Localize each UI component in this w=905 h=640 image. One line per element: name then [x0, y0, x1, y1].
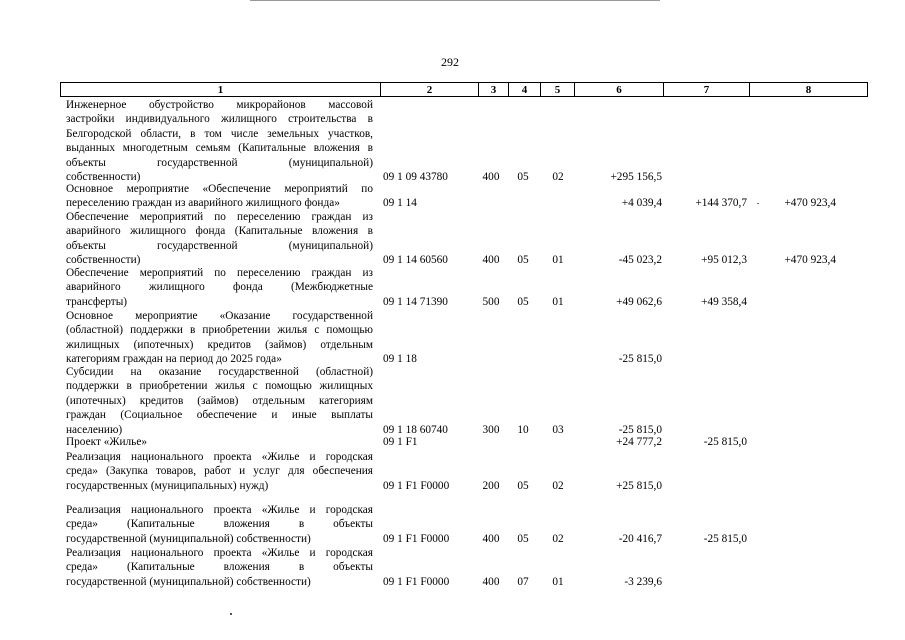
- description-line: (областной) поддержки в приобретении жилья с помощью: [66, 324, 373, 337]
- expense-type: 400: [482, 171, 500, 183]
- amount-col-7: -25 815,0: [703, 532, 747, 545]
- header-col-1: 1: [61, 83, 381, 96]
- section: 10: [517, 423, 529, 436]
- description-line: объекты государственной (муниципальной): [66, 239, 373, 252]
- description-line: трансферты): [66, 295, 128, 308]
- budget-code: 09 1 14 71390: [383, 295, 448, 308]
- description-line: среда» (Закупка товаров, работ и услуг для обеспечения: [66, 465, 373, 478]
- amount-col-6: +4 039,4: [621, 197, 662, 210]
- row-description: [66, 266, 373, 309]
- header-col-6: 6: [575, 83, 664, 96]
- budget-code: 09 1 F1 F0000: [383, 479, 450, 492]
- description-line: жилищных (ипотечных) кредитов (займов) отдельным: [66, 338, 373, 351]
- description-line: категориям граждан на период до 2025 года»: [66, 353, 282, 366]
- description-line: Реализация национального проекта «Жилье и городская: [66, 504, 373, 516]
- header-col-2: 2: [381, 83, 479, 96]
- expense-type: 400: [482, 532, 500, 545]
- description-line: государственной (муниципальной) собственности): [66, 575, 311, 588]
- page-number: 292: [441, 55, 459, 69]
- description-line: Инженерное обустройство микрорайонов массовой: [66, 99, 373, 111]
- amount-col-8: +470 923,4: [784, 197, 836, 210]
- subsection: 01: [552, 254, 564, 267]
- amount-col-6: -3 239,6: [624, 575, 662, 588]
- expense-type: 300: [482, 423, 500, 436]
- header-col-7: 7: [664, 83, 750, 96]
- amount-col-7: +95 012,3: [701, 254, 747, 267]
- row-description: [66, 98, 373, 184]
- description-line: населению): [66, 423, 123, 436]
- description-line: Реализация национального проекта «Жилье и городская: [66, 451, 373, 463]
- description-line: аварийного жилищного фонда (Межбюджетные: [66, 281, 373, 294]
- row-description: [66, 210, 373, 268]
- description-line: государственной (муниципальной) собственности): [66, 532, 311, 545]
- description-line: Белгородской области, в том числе земельных участков,: [66, 127, 373, 140]
- expense-type: 500: [482, 295, 500, 308]
- description-line: государственных (муниципальных) нужд): [66, 479, 269, 492]
- header-col-5: 5: [541, 83, 575, 96]
- section: 05: [517, 171, 529, 183]
- section: 05: [517, 532, 529, 545]
- budget-code: 09 1 14: [383, 197, 417, 210]
- description-line: собственности): [66, 171, 141, 184]
- expense-type: 400: [482, 575, 500, 588]
- description-line: среда» (Капитальные вложения в объекты: [66, 518, 373, 531]
- description-line: Обеспечение мероприятий по переселению граждан из: [66, 267, 373, 279]
- header-col-8: 8: [805, 84, 812, 96]
- description-line: поддержки в приобретении жилья с помощью жилищных: [66, 380, 373, 393]
- description-line: (ипотечных) кредитов (займов) отдельным категориям: [66, 394, 373, 407]
- budget-code: 09 1 F1 F0000: [383, 532, 450, 545]
- amount-col-8: +470 923,4: [784, 254, 836, 267]
- header-col-4: 4: [509, 83, 541, 96]
- amount-col-6: -25 815,0: [618, 423, 662, 436]
- amount-col-6: -20 416,7: [618, 532, 662, 545]
- description-line: среда» (Капитальные вложения в объекты: [66, 561, 373, 574]
- description-line: застройки индивидуального жилищного строительства в: [66, 113, 373, 126]
- description-line: переселению граждан из аварийного жилищного фонда»: [66, 197, 340, 210]
- description-line: Основное мероприятие «Оказание государственной: [66, 310, 373, 322]
- budget-code: 09 1 09 43780: [383, 171, 448, 183]
- description-line: Субсидии на оказание государственной (областной): [66, 366, 373, 378]
- expense-type: 400: [482, 254, 500, 267]
- row-description: [66, 435, 373, 449]
- scan-speck: [230, 613, 232, 615]
- description-line: граждан (Социальное обеспечение и иные выплаты: [66, 409, 373, 422]
- amount-col-6: -25 815,0: [618, 353, 662, 366]
- amount-col-6: +49 062,6: [616, 295, 662, 308]
- row-description: [66, 365, 373, 437]
- budget-code: 09 1 14 60560: [383, 254, 448, 267]
- budget-code: 09 1 F1: [383, 436, 418, 448]
- description-line: Реализация национального проекта «Жилье и городская: [66, 547, 373, 559]
- scan-mark: [757, 203, 759, 204]
- row-description: [66, 309, 373, 367]
- section: 05: [517, 479, 529, 492]
- budget-code: 09 1 18 60740: [383, 423, 448, 436]
- header-col-3: 3: [479, 83, 509, 96]
- amount-col-6: +25 815,0: [616, 479, 662, 492]
- row-description: [66, 503, 373, 546]
- row-description: [66, 182, 373, 211]
- amount-col-6: -45 023,2: [618, 254, 662, 267]
- amount-col-7: -25 815,0: [703, 436, 747, 448]
- row-description: [66, 450, 373, 493]
- description-line: Обеспечение мероприятий по переселению граждан из: [66, 211, 373, 223]
- subsection: 01: [552, 295, 564, 308]
- amount-col-7: +144 370,7: [695, 197, 747, 210]
- subsection: 02: [552, 171, 564, 183]
- description-line: выданных многодетным семьям (Капитальные вложения в: [66, 142, 373, 155]
- budget-code: 09 1 F1 F0000: [383, 575, 450, 588]
- description-line: собственности): [66, 254, 141, 267]
- description-line: объекты государственной (муниципальной): [66, 156, 373, 169]
- table-header: [60, 82, 868, 97]
- amount-col-6: +295 156,5: [610, 171, 662, 183]
- row-description: [66, 546, 373, 589]
- expense-type: 200: [482, 479, 500, 492]
- top-rule: [250, 0, 660, 1]
- subsection: 02: [552, 532, 564, 545]
- description-line: Проект «Жилье»: [66, 436, 147, 448]
- subsection: 01: [552, 575, 564, 588]
- description-line: Основное мероприятие «Обеспечение мероприятий по: [66, 183, 373, 195]
- budget-code: 09 1 18: [383, 353, 417, 366]
- amount-col-7: +49 358,4: [701, 295, 747, 308]
- section: 05: [517, 295, 529, 308]
- subsection: 02: [552, 479, 564, 492]
- section: 05: [517, 254, 529, 267]
- amount-col-6: +24 777,2: [616, 436, 662, 448]
- subsection: 03: [552, 423, 564, 436]
- section: 07: [517, 575, 529, 588]
- description-line: аварийного жилищного фонда (Капитальные вложения в: [66, 225, 373, 238]
